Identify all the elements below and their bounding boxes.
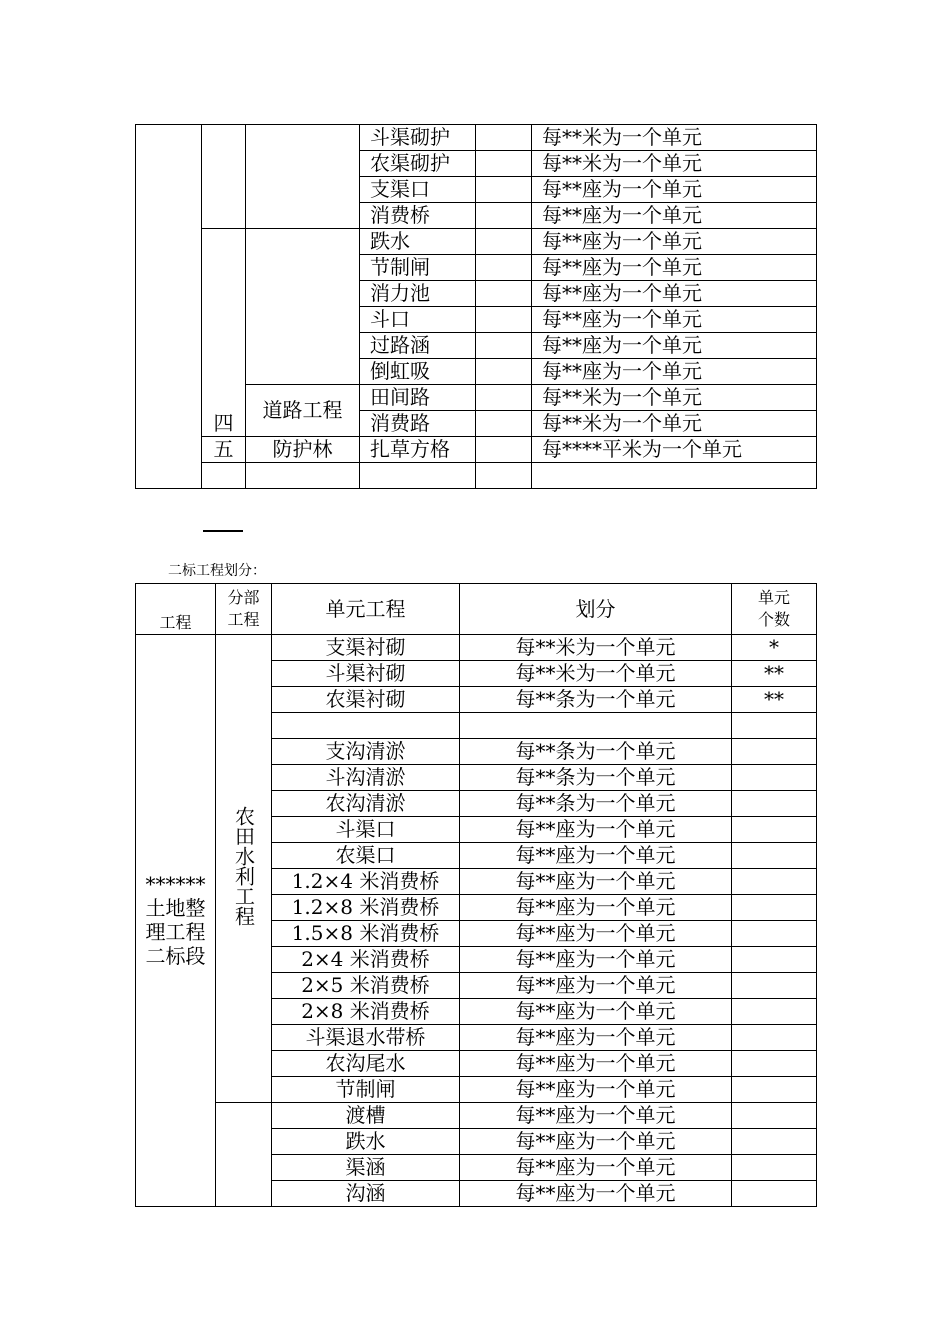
unit-cell [272,713,460,739]
division-cell [460,713,732,739]
count-cell: ** [732,687,817,713]
blank-cell [476,229,532,255]
header-subproject-text: 分部工程 [227,588,260,629]
unit-cell: 消费路 [360,411,476,437]
unit-cell: 渠涵 [272,1155,460,1181]
count-cell [732,895,817,921]
division-cell: 每**座为一个单元 [460,1155,732,1181]
project-name: ******土地整理工程二标段 [145,872,206,968]
unit-cell: 斗渠砌护 [360,125,476,151]
division-cell: 每**座为一个单元 [460,1077,732,1103]
subproject-cell [216,635,272,1103]
unit-cell: 农渠砌护 [360,151,476,177]
index-cell: 四 [202,229,246,437]
count-cell [732,765,817,791]
division-cell: 每**米为一个单元 [532,151,817,177]
blank-cell [476,281,532,307]
blank-cell [476,333,532,359]
division-cell: 每**座为一个单元 [460,1025,732,1051]
unit-cell: 跌水 [360,229,476,255]
count-cell [732,791,817,817]
header-subproject [216,584,272,635]
table-row [136,463,817,489]
unit-cell: 1.5×8 米消费桥 [272,921,460,947]
division-cell: 每**米为一个单元 [532,125,817,151]
blank-cell [360,463,476,489]
division-cell: 每**座为一个单元 [532,177,817,203]
blank-cell [476,177,532,203]
division-cell: 每**座为一个单元 [460,1181,732,1207]
count-cell [732,739,817,765]
blank-cell [476,437,532,463]
table-section-two [135,583,817,1207]
unit-cell: 农沟清淤 [272,791,460,817]
division-cell: 每**条为一个单元 [460,739,732,765]
count-cell [732,1077,817,1103]
unit-cell: 农渠衬砌 [272,687,460,713]
unit-cell: 渡槽 [272,1103,460,1129]
blank-cell [476,255,532,281]
header-division: 划分 [460,584,732,635]
count-cell [732,843,817,869]
subproject-cell: 道路工程 [246,385,360,437]
count-cell [732,947,817,973]
division-cell: 每**米为一个单元 [532,411,817,437]
division-cell: 每**座为一个单元 [532,255,817,281]
unit-cell: 斗渠口 [272,817,460,843]
count-cell: ** [732,661,817,687]
division-cell: 每**座为一个单元 [460,1103,732,1129]
count-cell [732,869,817,895]
count-cell [732,1051,817,1077]
subproject-cell [216,1103,272,1207]
division-cell: 每**座为一个单元 [460,999,732,1025]
division-cell: 每**座为一个单元 [532,359,817,385]
unit-cell: 过路涵 [360,333,476,359]
subproject-name: 农田水利工程 [231,805,256,926]
division-cell: 每**条为一个单元 [460,687,732,713]
unit-cell: 扎草方格 [360,437,476,463]
table-row [136,125,817,151]
division-cell: 每**座为一个单元 [460,947,732,973]
table-row [136,635,817,661]
count-cell [732,1103,817,1129]
division-cell: 每**座为一个单元 [460,1129,732,1155]
blank-cell [476,307,532,333]
division-cell: 每**座为一个单元 [460,1051,732,1077]
division-cell: 每**座为一个单元 [532,203,817,229]
blank-cell [476,359,532,385]
blank-cell [476,203,532,229]
unit-cell: 节制闸 [272,1077,460,1103]
count-cell [732,1025,817,1051]
division-cell: 每**座为一个单元 [460,843,732,869]
unit-cell: 支渠衬砌 [272,635,460,661]
index-cell [202,125,246,229]
count-cell [732,1129,817,1155]
division-cell: 每**条为一个单元 [460,791,732,817]
count-cell [732,921,817,947]
count-cell: * [732,635,817,661]
subproject-cell [246,125,360,229]
division-cell: 每**座为一个单元 [460,895,732,921]
separator-line [203,530,243,532]
division-cell: 每**米为一个单元 [532,385,817,411]
blank-cell [246,463,360,489]
division-cell: 每**座为一个单元 [460,869,732,895]
section-caption: 二标工程划分： [168,563,266,579]
header-count [732,584,817,635]
index-cell: 五 [202,437,246,463]
unit-cell: 消力池 [360,281,476,307]
subproject-cell [246,229,360,385]
count-cell [732,817,817,843]
project-cell [136,125,202,489]
unit-cell: 节制闸 [360,255,476,281]
header-project: 工程 [136,584,216,635]
unit-cell: 1.2×8 米消费桥 [272,895,460,921]
division-cell: 每****平米为一个单元 [532,437,817,463]
count-cell [732,1181,817,1207]
header-count-text: 单元个数 [757,588,790,629]
count-cell [732,713,817,739]
project-cell [136,635,216,1207]
unit-cell: 斗沟清淤 [272,765,460,791]
unit-cell: 斗渠衬砌 [272,661,460,687]
unit-cell: 农沟尾水 [272,1051,460,1077]
table-row [136,437,817,463]
unit-cell: 农渠口 [272,843,460,869]
unit-cell: 斗渠退水带桥 [272,1025,460,1051]
blank-cell [476,385,532,411]
division-cell: 每**米为一个单元 [460,661,732,687]
unit-cell: 支渠口 [360,177,476,203]
unit-cell: 1.2×4 米消费桥 [272,869,460,895]
blank-cell [476,125,532,151]
table-row [136,229,817,255]
blank-cell [476,151,532,177]
header-unit: 单元工程 [272,584,460,635]
blank-cell [476,463,532,489]
table-header-row [136,584,817,635]
unit-cell: 田间路 [360,385,476,411]
division-cell: 每**座为一个单元 [532,229,817,255]
division-cell: 每**米为一个单元 [460,635,732,661]
unit-cell: 消费桥 [360,203,476,229]
blank-cell [202,463,246,489]
unit-cell: 2×4 米消费桥 [272,947,460,973]
unit-cell: 沟涵 [272,1181,460,1207]
table-continuation [135,124,817,489]
division-cell: 每**座为一个单元 [532,307,817,333]
unit-cell: 2×8 米消费桥 [272,999,460,1025]
blank-cell [476,411,532,437]
unit-cell: 斗口 [360,307,476,333]
unit-cell: 倒虹吸 [360,359,476,385]
division-cell: 每**座为一个单元 [532,333,817,359]
table-row [136,1103,817,1129]
division-cell: 每**座为一个单元 [532,281,817,307]
count-cell [732,973,817,999]
subproject-cell: 防护林 [246,437,360,463]
division-cell: 每**条为一个单元 [460,765,732,791]
count-cell [732,1155,817,1181]
count-cell [732,999,817,1025]
unit-cell: 支沟清淤 [272,739,460,765]
division-cell: 每**座为一个单元 [460,973,732,999]
blank-cell [532,463,817,489]
division-cell: 每**座为一个单元 [460,817,732,843]
unit-cell: 跌水 [272,1129,460,1155]
division-cell: 每**座为一个单元 [460,921,732,947]
unit-cell: 2×5 米消费桥 [272,973,460,999]
